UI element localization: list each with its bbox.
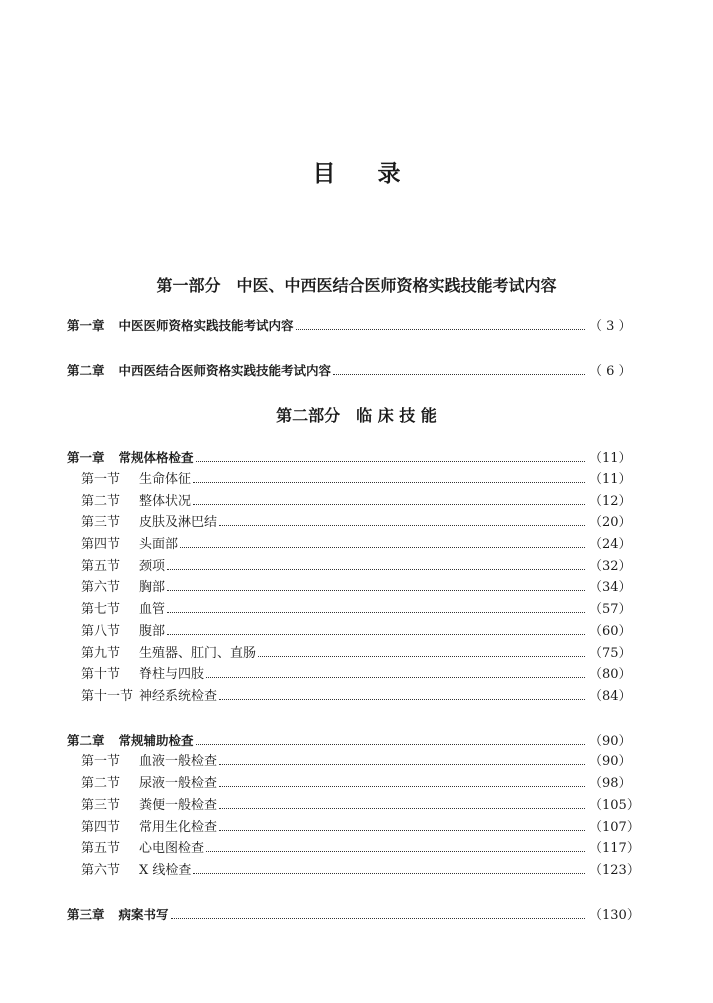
toc-section[interactable] bbox=[81, 470, 632, 490]
page-number: （90） bbox=[589, 734, 632, 749]
chapter-number: 第三章 bbox=[67, 907, 105, 922]
toc-section[interactable] bbox=[81, 665, 632, 685]
dot-leader bbox=[167, 634, 585, 635]
toc-section[interactable] bbox=[81, 492, 632, 512]
toc-section[interactable] bbox=[81, 622, 632, 642]
page-number: （60） bbox=[589, 624, 632, 639]
chapter-number: 第一章 bbox=[67, 450, 105, 465]
section-number: 第二节 bbox=[81, 776, 121, 791]
dot-leader bbox=[219, 786, 585, 787]
section-number: 第四节 bbox=[81, 820, 121, 835]
page-number: （ 6 ） bbox=[589, 364, 632, 379]
dot-leader bbox=[219, 830, 585, 831]
part-title-2: 第二部分 临 床 技 能 bbox=[276, 406, 437, 425]
toc-section[interactable] bbox=[81, 644, 632, 664]
chapter-number: 第二章 bbox=[67, 363, 105, 378]
chapter-title: 中西医结合医师资格实践技能考试内容 bbox=[118, 363, 332, 378]
dot-leader bbox=[206, 677, 585, 678]
section-number: 第三节 bbox=[81, 515, 121, 530]
section-title: 心电图检查 bbox=[139, 841, 205, 856]
section-number: 第六节 bbox=[81, 580, 121, 595]
toc-section[interactable] bbox=[81, 600, 632, 620]
toc-section[interactable] bbox=[81, 687, 632, 707]
page-number: （ 3 ） bbox=[589, 319, 632, 334]
toc-section[interactable] bbox=[81, 513, 632, 533]
page-number: （34） bbox=[589, 580, 632, 595]
dot-leader bbox=[196, 744, 585, 745]
toc-section[interactable] bbox=[81, 818, 640, 838]
dot-leader bbox=[193, 482, 585, 483]
section-title: 头面部 bbox=[139, 537, 179, 552]
page-number: （98） bbox=[589, 776, 632, 791]
section-number: 第十一节 bbox=[81, 689, 134, 704]
dot-leader bbox=[219, 764, 585, 765]
section-number: 第七节 bbox=[81, 602, 121, 617]
toc-section[interactable] bbox=[81, 535, 632, 555]
page-number: （12） bbox=[589, 494, 632, 509]
section-title: 腹部 bbox=[139, 624, 166, 639]
part-title-1: 第一部分 中医、中西医结合医师资格实践技能考试内容 bbox=[156, 276, 557, 295]
page-number: （20） bbox=[589, 515, 632, 530]
dot-leader bbox=[167, 569, 585, 570]
page-number: （75） bbox=[589, 646, 632, 661]
page-number: （123） bbox=[589, 863, 640, 878]
toc-chapter-p2-1[interactable] bbox=[67, 448, 632, 468]
page-title: 目录 bbox=[312, 161, 443, 187]
section-title: 粪便一般检查 bbox=[139, 798, 218, 813]
section-number: 第三节 bbox=[81, 798, 121, 813]
section-title: 生殖器、肛门、直肠 bbox=[139, 646, 257, 661]
section-title: 生命体征 bbox=[139, 472, 192, 487]
page-number: （90） bbox=[589, 754, 632, 769]
section-number: 第八节 bbox=[81, 624, 121, 639]
toc-chapter-p2-2[interactable] bbox=[67, 731, 632, 751]
toc-chapter-p1-1[interactable] bbox=[67, 316, 632, 336]
section-title: 整体状况 bbox=[139, 494, 192, 509]
dot-leader bbox=[296, 329, 585, 330]
section-number: 第五节 bbox=[81, 559, 121, 574]
page-number: （80） bbox=[589, 667, 632, 682]
page-number: （24） bbox=[589, 537, 632, 552]
dot-leader bbox=[167, 612, 585, 613]
section-number: 第一节 bbox=[81, 754, 121, 769]
section-number: 第一节 bbox=[81, 472, 121, 487]
section-title: 血管 bbox=[139, 602, 166, 617]
section-title: 尿液一般检查 bbox=[139, 776, 218, 791]
toc-section[interactable] bbox=[81, 774, 632, 794]
dot-leader bbox=[219, 525, 585, 526]
dot-leader bbox=[219, 699, 585, 700]
section-title: 神经系统检查 bbox=[139, 689, 218, 704]
section-number: 第六节 bbox=[81, 863, 121, 878]
toc-section[interactable] bbox=[81, 861, 640, 881]
section-title: 脊柱与四肢 bbox=[139, 667, 205, 682]
chapter-number: 第一章 bbox=[67, 318, 105, 333]
page-number: （57） bbox=[589, 602, 632, 617]
dot-leader bbox=[171, 918, 585, 919]
page-number: （105） bbox=[589, 798, 640, 813]
dot-leader bbox=[196, 461, 585, 462]
dot-leader bbox=[167, 590, 585, 591]
chapter-title: 中医医师资格实践技能考试内容 bbox=[118, 318, 294, 333]
dot-leader bbox=[219, 808, 585, 809]
section-title: 胸部 bbox=[139, 580, 166, 595]
section-title: 颈项 bbox=[139, 559, 166, 574]
dot-leader bbox=[333, 374, 585, 375]
dot-leader bbox=[258, 656, 585, 657]
page-number: （130） bbox=[589, 908, 640, 923]
dot-leader bbox=[193, 504, 585, 505]
page-number: （117） bbox=[589, 841, 640, 856]
toc-chapter-p2-3[interactable] bbox=[67, 905, 640, 925]
section-title: 血液一般检查 bbox=[139, 754, 218, 769]
chapter-title: 病案书写 bbox=[118, 907, 169, 922]
toc-section[interactable] bbox=[81, 839, 640, 859]
section-number: 第四节 bbox=[81, 537, 121, 552]
page-number: （11） bbox=[589, 451, 632, 466]
toc-section[interactable] bbox=[81, 796, 640, 816]
chapter-title: 常规体格检查 bbox=[118, 450, 194, 465]
dot-leader bbox=[193, 873, 585, 874]
section-number: 第二节 bbox=[81, 494, 121, 509]
section-title: 皮肤及淋巴结 bbox=[139, 515, 218, 530]
page-number: （32） bbox=[589, 559, 632, 574]
toc-section[interactable] bbox=[81, 578, 632, 598]
chapter-title: 常规辅助检查 bbox=[118, 733, 194, 748]
section-number: 第九节 bbox=[81, 646, 121, 661]
section-title: X 线检查 bbox=[139, 863, 192, 878]
dot-leader bbox=[206, 851, 585, 852]
page-number: （107） bbox=[589, 820, 640, 835]
toc-section[interactable] bbox=[81, 752, 632, 772]
section-title: 常用生化检查 bbox=[139, 820, 218, 835]
page-number: （84） bbox=[589, 689, 632, 704]
dot-leader bbox=[180, 547, 585, 548]
toc-section[interactable] bbox=[81, 557, 632, 577]
chapter-number: 第二章 bbox=[67, 733, 105, 748]
page-number: （11） bbox=[589, 472, 632, 487]
toc-chapter-p1-2[interactable] bbox=[67, 361, 632, 381]
section-number: 第十节 bbox=[81, 667, 121, 682]
section-number: 第五节 bbox=[81, 841, 121, 856]
